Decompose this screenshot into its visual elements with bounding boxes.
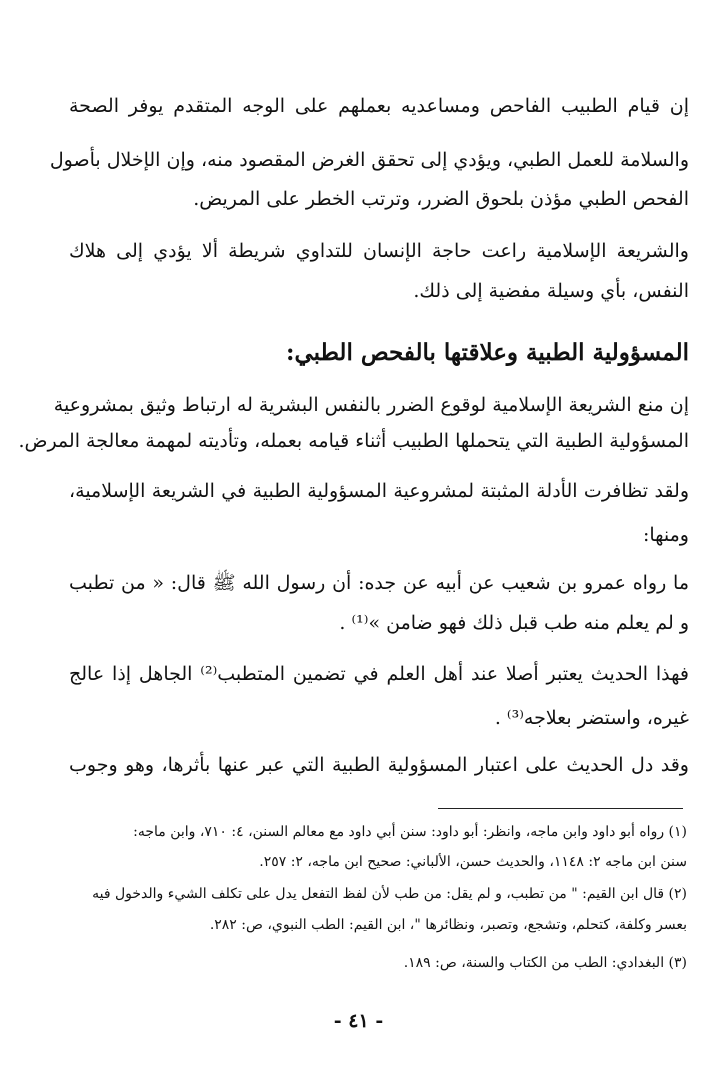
body-line: الفحص الطبي مؤذن بلحوق الضرر، وترتب الخطر على المريض. [193, 188, 689, 210]
body-line: و لم يعلم منه طب قبل ذلك فهو ضامن »⁽¹⁾ . [339, 612, 689, 634]
page-number: - ٤١ - [333, 1010, 384, 1032]
section-heading: المسؤولية الطبية وعلاقتها بالفحص الطبي: [285, 339, 689, 366]
footnote-line: سنن ابن ماجه ٢: ١١٤٨، والحديث حسن، الألباني: صحيح ابن ماجه، ٢: ٢٥٧. [259, 854, 687, 870]
body-line: والشريعة الإسلامية راعت حاجة الإنسان للتداوي شريطة ألا يؤدي إلى هلاك [69, 240, 689, 262]
body-line: المسؤولية الطبية التي يتحملها الطبيب أثناء قيامه بعمله، وتأديته لمهمة معالجة المرض. [18, 430, 689, 452]
body-line: وقد دل الحديث على اعتبار المسؤولية الطبية التي عبر عنها بأثرها، وهو وجوب [69, 754, 689, 776]
body-line: غيره، واستضر بعلاجه⁽³⁾ . [494, 707, 689, 729]
footnote-line: بعسر وكلفة، كتحلم، وتشجع، وتصبر، ونظائرها "، ابن القيم: الطب النبوي، ص: ٢٨٢. [209, 917, 687, 933]
footnote-line: (٢) قال ابن القيم: " من تطبب، و لم يقل: من طب لأن لفظ التفعل يدل على تكلف الشيء والدخول فيه [92, 886, 687, 902]
footnote-line: (٣) البغدادي: الطب من الكتاب والسنة، ص: ١٨٩. [403, 955, 687, 971]
footnote-line: (١) رواه أبو داود وابن ماجه، وانظر: أبو داود: سنن أبي داود مع معالم السنن، ٤: ٧١٠، وابن ماجه: [133, 824, 687, 840]
body-line: ما رواه عمرو بن شعيب عن أبيه عن جده: أن رسول الله ﷺ قال: « من تطبب [69, 572, 689, 594]
body-line: ولقد تظافرت الأدلة المثبتة لمشروعية المسؤولية الطبية في الشريعة الإسلامية، [69, 480, 689, 502]
body-line: ومنها: [642, 524, 689, 546]
footnote-separator [438, 808, 683, 809]
body-line: والسلامة للعمل الطبي، ويؤدي إلى تحقق الغرض المقصود منه، وإن الإخلال بأصول [49, 149, 689, 171]
body-line: النفس، بأي وسيلة مفضية إلى ذلك. [413, 280, 689, 302]
body-line: إن منع الشريعة الإسلامية لوقوع الضرر بالنفس البشرية له ارتباط وثيق بمشروعية [53, 394, 689, 416]
body-line: فهذا الحديث يعتبر أصلا عند أهل العلم في تضمين المتطبب⁽²⁾ الجاهل إذا عالج [69, 663, 689, 685]
body-line: إن قيام الطبيب الفاحص ومساعديه بعملهم على الوجه المتقدم يوفر الصحة [69, 95, 689, 117]
